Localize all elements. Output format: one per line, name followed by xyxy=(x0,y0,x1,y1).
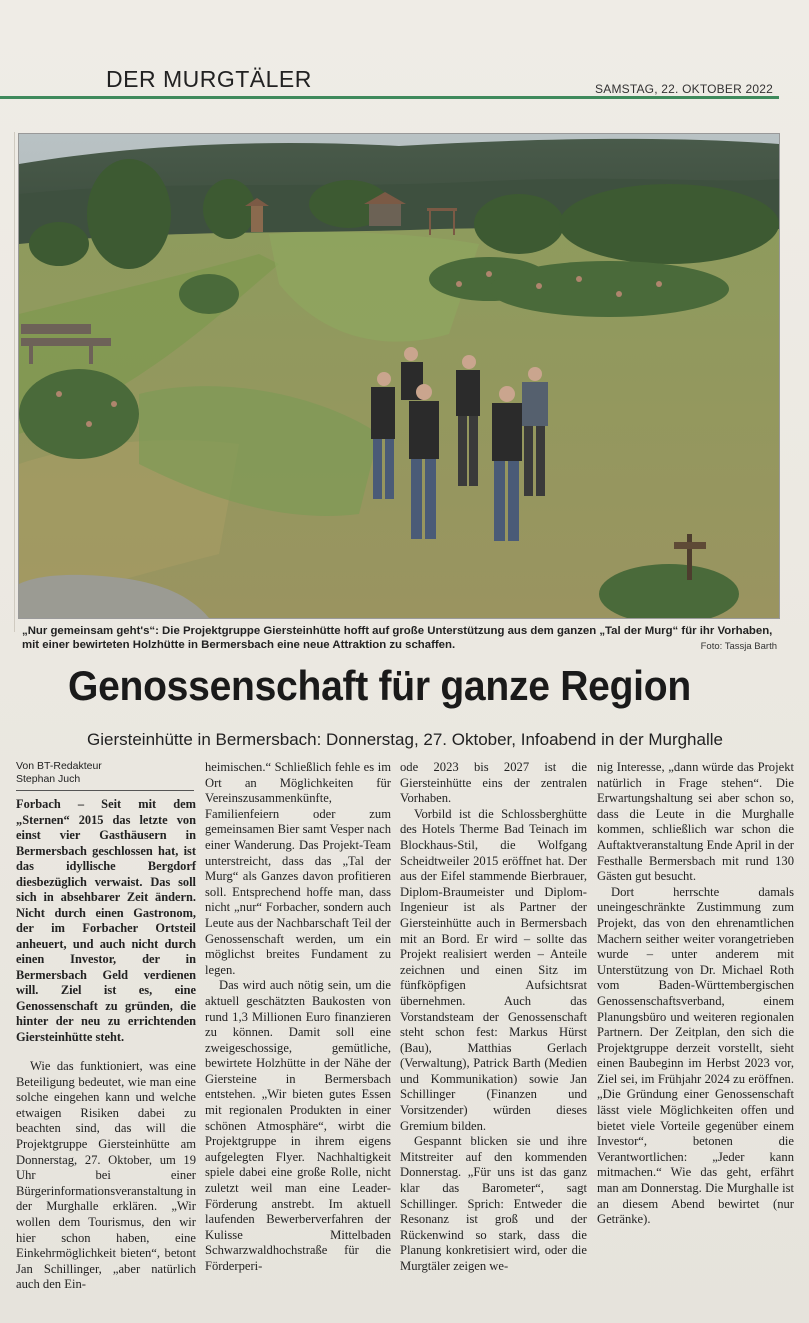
issue-date: SAMSTAG, 22. OKTOBER 2022 xyxy=(595,82,773,96)
article-headline: Genossenschaft für ganze Region xyxy=(67,662,691,709)
article-lead: Forbach – Seit mit dem „Sternen“ 2015 das letzte von einst vier Gasthäusern in Bermersbach geschlossen hat, ist das idyllische Bergdorf diesbezüglich verwaist. Das soll sich in absehbarer Zeit ändern. Nicht durch einen Gastronom, der im Forbacher Ortsteil anheuert, und auch nicht durch einen Investor, der in Bermersbach Geld verdienen will. Ziel ist es, eine Genossenschaft zu gründen, die hinter der neu zu errichtenden Giersteinhütte steht. xyxy=(16,797,196,1044)
article-paragraph: ode 2023 bis 2027 ist die Giersteinhütte eins der zentralen Vorhaben. xyxy=(400,760,587,806)
article-paragraph: Gespannt blicken sie und ihre Mitstreiter auf den kommenden Donnerstag. „Für uns ist das ganz klar das Barometer“, sagt Schillinger. Sprich: Entweder die Resonanz ist groß und der Rückenwind so stark, dass die Planung konkretisiert wird, oder die Murgtäler zeigen we- xyxy=(400,1134,587,1273)
article-subheadline: Giersteinhütte in Bermersbach: Donnerstag, 27. Oktober, Infoabend in der Murghalle xyxy=(87,730,723,749)
article-paragraph: Dort herrschte damals uneingeschränkte Zustimmung zum Projekt, das von den ehrenamtlichen Machern seither weiter vorangetrieben wurde – unter anderem mit Unterstützung von Dr. Michael Roth vom Baden-Württembergischen Genossenschaftsverband, einem Planungsbüro und weiteren regionalen Partnern. Der Zeitplan, den sich die Projektgruppe derzeit vorstellt, sieht einen Baubeginn im Herbst 2023 vor, Ziel sei, im Frühjahr 2024 zu eröffnen. „Die Gründung einer Genossenschaft lässt viele Möglichkeiten offen und bietet viele Vorteile gegenüber einem Investor“, betonen die Verantwortlichen: „Jeder kann mitmachen.“ Wie das geht, erfährt man am Donnerstag. Die Murghalle ist an diesem Abend bewirtet (nur Getränke). xyxy=(597,884,794,1227)
article-paragraph: Das wird auch nötig sein, um die aktuell geschätzten Baukosten von rund 1,3 Millionen Euro finanzieren zu können. Damit soll eine zweigeschossige, gemütliche, bewirtete Holzhütte in der Nähe der Giersteine in Bermersbach entstehen. „Wir bieten gutes Essen mit regionalen Produkten in einer schönen Atmosphäre“, wirbt die Projektgruppe in ihrem eigens aufgelegten Flyer. Nachhaltigkeit spiele dabei eine große Rolle, nicht zuletzt weil man eine Leader-Förderung anstrebt. Im aktuell laufenden Bewerberverfahren der Kulisse Mittelbaden Schwarzwaldhochstraße für die Förderperi- xyxy=(205,978,391,1273)
article-photo xyxy=(18,133,780,619)
byline-rule xyxy=(16,790,194,791)
photo-credit: Foto: Tassja Barth xyxy=(700,641,777,652)
article-paragraph: heimischen.“ Schließlich fehle es im Ort an Möglichkeiten für Vereinszusammenkünfte, Familienfeiern oder zum gemeinsamen Bier samt Vesper nach einer Wanderung. Das Projekt-Team unterstreicht, dass das „Tal der Murg“ als Ganzes davon profitieren soll. Entsprechend hoffe man, dass nicht „nur“ Forbacher, sondern auch Leute aus der Nachbarschaft Teil der Genossenschaft werden, um ein möglichst breites Fundament zu legen. xyxy=(205,760,391,977)
article-paragraph: Wie das funktioniert, was eine Beteiligung bedeutet, wie man eine solche eingehen kann und welche etwaigen Risiken dabei zu beachten sind, das will die Projektgruppe Giersteinhütte am Donnerstag, 27. Oktober, um 19 Uhr bei einer Bürgerinformationsveranstaltung in der Murghalle erklären. „Wir wollen dem Tourismus, den wir hier schon haben, eine Einkehrmöglichkeit bieten“, betont Jan Schillinger, „aber natürlich auch den Ein- xyxy=(16,1059,196,1292)
photo-caption: „Nur gemeinsam geht's“: Die Projektgruppe Giersteinhütte hofft auf große Unterstützung aus dem ganzen „Tal der Murg“ für ihr Vorhaben, mit einer bewirteten Holzhütte in Bermersbach eine neue Attraktion zu schaffen. xyxy=(22,625,773,651)
article-column-3 xyxy=(400,760,587,1275)
article-paragraph: nig Interesse, „dann würde das Projekt natürlich in Frage stehen“. Die Erwartungshaltung sei aber schon so, dass die Leute in die Murghalle kommen, schließlich war schon die Auftaktveranstaltung Ende April in der Festhalle Bermersbach mit rund 130 Gästen gut besucht. xyxy=(597,760,794,884)
article-paragraph: Vorbild ist die Schlossberghütte des Hotels Therme Bad Teinach im Blockhaus-Stil, die Wolfgang Scheidtweiler 2015 eröffnet hat. Der aus der Eifel stammende Bierbrauer, Diplom-Braumeister und Diplom-Ingenieur ist als Partner der Giersteinhütte auch in Bermersbach mit an Bord. Er wird – sollte das Projekt realisiert werden – Anteile zeichnen und einen Sitz im fünfköpfigen Aufsichtsrat übernehmen. Auch das Vorstandsteam der Genossenschaft steht schon fest: Markus Hürst (Bau), Matthias Gerlach (Verwaltung), Patrick Barth (Medien und Kommunikation) sowie Jan Schillinger (Finanzen und Vorsitzender) würden dieses Gremium bilden. xyxy=(400,806,587,1133)
photo-illustration xyxy=(19,134,779,618)
masthead-rule xyxy=(0,96,779,99)
article-column-1 xyxy=(16,760,196,1293)
adjacent-column-edge xyxy=(0,132,15,632)
byline-role: Von BT-Redakteur xyxy=(16,760,102,772)
byline-author: Stephan Juch xyxy=(16,773,81,785)
section-title: DER MURGTÄLER xyxy=(106,66,312,92)
article-column-2 xyxy=(205,760,391,1275)
article-column-4 xyxy=(597,760,794,1228)
